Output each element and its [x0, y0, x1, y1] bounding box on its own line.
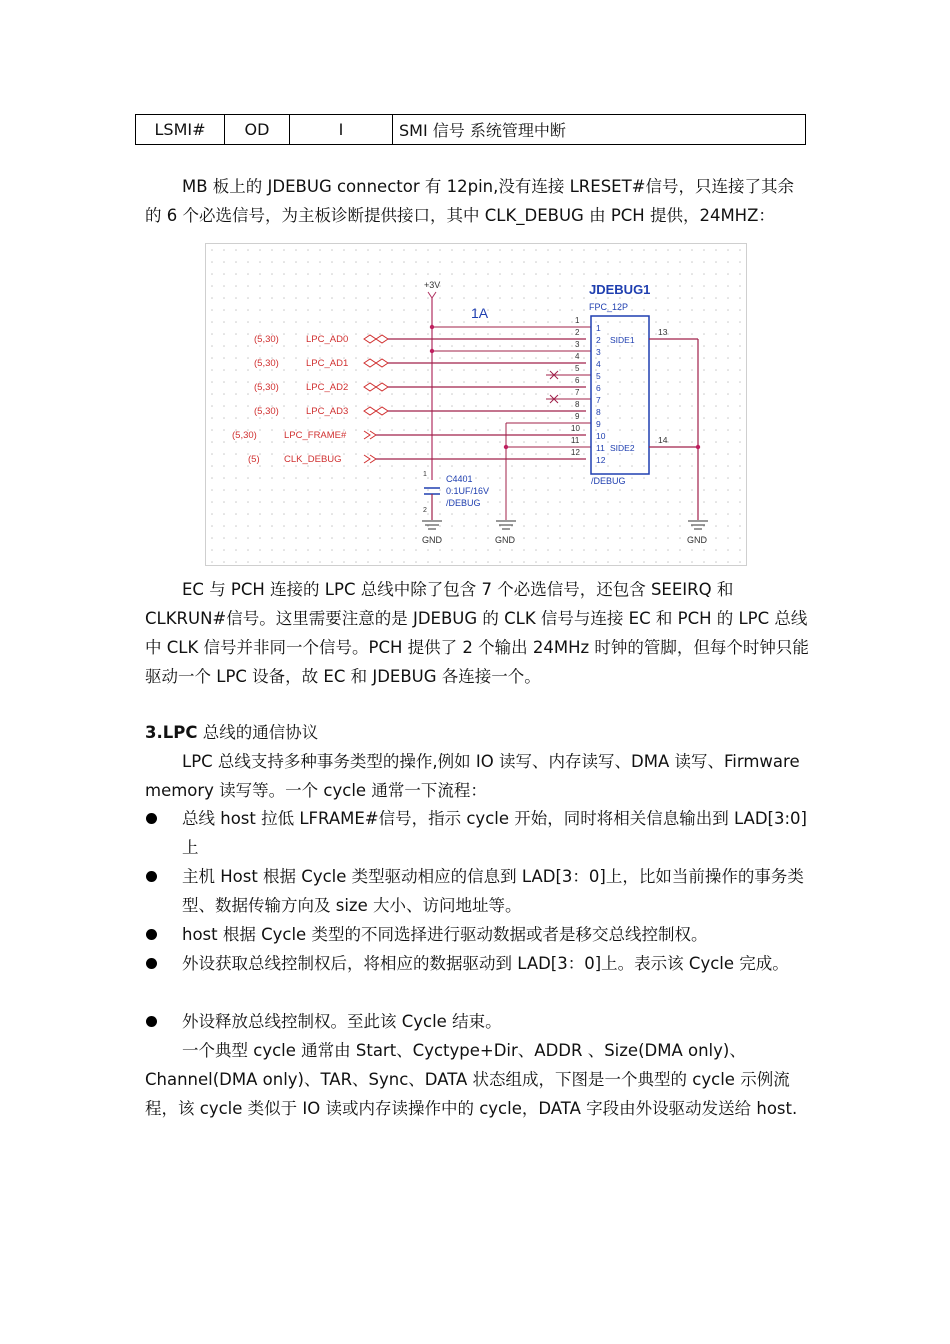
cap-variant: /DEBUG	[446, 498, 481, 508]
pin-number: 1	[596, 323, 601, 333]
connector-title: JDEBUG1	[589, 282, 651, 297]
signal-ref: (5,30)	[254, 334, 279, 345]
section-title: 总线的通信协议	[197, 723, 319, 742]
side2-label: SIDE2	[610, 443, 635, 453]
pin-number: 12	[571, 448, 580, 457]
schematic-figure	[205, 243, 747, 566]
pin-number: 6	[596, 383, 601, 393]
net-label: 1A	[471, 305, 489, 321]
power-label: +3V	[424, 280, 441, 290]
pin-number: 3	[596, 347, 601, 357]
section-number: 3.LPC	[145, 723, 198, 742]
signal-table	[135, 114, 806, 145]
pin14-label: 14	[658, 435, 668, 445]
connector-variant: /DEBUG	[591, 476, 626, 486]
signal-ref: (5,30)	[254, 382, 279, 393]
pin-number: 12	[596, 455, 606, 465]
list-item	[145, 920, 810, 949]
list-item	[145, 949, 810, 978]
paragraph-lpc-protocol: LPC 总线支持多种事务类型的操作,例如 IO 读写、内存读写、DMA 读写、Firmware memory 读写等。一个 cycle 通常一下流程：	[145, 752, 800, 800]
gnd-label: GND	[687, 535, 707, 545]
gnd-label: GND	[422, 535, 442, 545]
signal-ref: (5,30)	[232, 430, 257, 441]
paragraph-cycle: 一个典型 cycle 通常由 Start、Cyctype+Dir、ADDR 、Size(DMA only)、Channel(DMA only)、TAR、Sync、DATA 状态组成，下图是一个典型的 cycle 示例流程，该 cycle 类似于 IO 读或内存读操作中的 cycle，DATA 字段由外设驱动发送给 host.	[145, 1041, 798, 1118]
list-item	[145, 862, 810, 920]
signal-name: CLK_DEBUG	[284, 454, 342, 465]
signal-row	[232, 430, 347, 441]
paragraph-lpc-clock: EC 与 PCH 连接的 LPC 总线中除了包含 7 个必选信号，还包含 SEEIRQ 和 CLKRUN#信号。这里需要注意的是 JDEBUG 的 CLK 信号与连接 EC 和 PCH 的 LPC 总线中 CLK 信号并非同一个信号。PCH 提供了 2 个输出 24MHz 时钟的管脚，但每个时钟只能驱动一个 LPC 设备，故 EC 和 JDEBUG 各连接一个。	[145, 580, 809, 686]
list-item-text: host 根据 Cycle 类型的不同选择进行驱动数据或者是移交总线控制权。	[182, 925, 708, 944]
section-heading	[145, 718, 810, 747]
pin-number: 4	[575, 352, 580, 361]
side1-label: SIDE1	[610, 335, 635, 345]
pin-number: 11	[596, 443, 605, 453]
signal-name: LPC_AD0	[306, 334, 349, 345]
table-row	[136, 115, 806, 145]
cap-ref: C4401	[446, 474, 473, 484]
list-item-text: 外设获取总线控制权后，将相应的数据驱动到 LAD[3：0]上。表示该 Cycle 完成。	[182, 954, 789, 973]
pin-number: 7	[575, 388, 580, 397]
pin-number: 3	[575, 340, 580, 349]
pin-number: 9	[596, 419, 601, 429]
pin-number: 4	[596, 359, 601, 369]
list-item-text: 外设释放总线控制权。至此该 Cycle 结束。	[182, 1012, 502, 1031]
pin-number: 9	[575, 412, 580, 421]
list-item-text: 总线 host 拉低 LFRAME#信号，指示 cycle 开始，同时将相关信息输出到 LAD[3:0]上	[182, 809, 807, 857]
pin-number: 6	[575, 376, 580, 385]
signal-name: LPC_AD3	[306, 406, 349, 417]
table-cell: I	[290, 115, 393, 145]
paragraph-intro: MB 板上的 JDEBUG connector 有 12pin,没有连接 LRESET#信号，只连接了其余的 6 个必选信号，为主板诊断提供接口，其中 CLK_DEBUG 由 PCH 提供，24MHZ：	[145, 177, 794, 225]
list-item	[145, 804, 810, 862]
pin-number: 11	[571, 436, 580, 445]
gnd-label: GND	[495, 535, 515, 545]
pin-number: 7	[596, 395, 601, 405]
signal-ref: (5,30)	[254, 406, 279, 417]
cap-pin-2: 2	[423, 507, 427, 514]
pin-number: 10	[571, 424, 580, 433]
connector-part: FPC_12P	[589, 302, 629, 312]
cap-pin-1: 1	[423, 471, 427, 478]
list-item-text: 主机 Host 根据 Cycle 类型驱动相应的信息到 LAD[3：0]上，比如当前操作的事务类型、数据传输方向及 size 大小、访问地址等。	[182, 867, 804, 915]
signal-name: LPC_AD2	[306, 382, 349, 393]
signal-name: LPC_FRAME#	[284, 430, 347, 441]
cap-value: 0.1UF/16V	[446, 486, 490, 496]
pin-number: 8	[575, 400, 580, 409]
pin-number: 2	[575, 328, 580, 337]
pin-number: 10	[596, 431, 606, 441]
pin-number: 8	[596, 407, 601, 417]
table-cell: OD	[225, 115, 290, 145]
table-cell: LSMI#	[136, 115, 225, 145]
pin-number: 1	[575, 316, 580, 325]
signal-ref: (5,30)	[254, 358, 279, 369]
list-item	[145, 1007, 810, 1036]
signal-ref: (5)	[248, 454, 260, 465]
pin-number: 5	[596, 371, 601, 381]
pin13-label: 13	[658, 327, 668, 337]
table-cell: SMI 信号 系统管理中断	[393, 115, 806, 145]
pin-number: 2	[596, 335, 601, 345]
pin-number: 5	[575, 364, 580, 373]
signal-name: LPC_AD1	[306, 358, 349, 369]
